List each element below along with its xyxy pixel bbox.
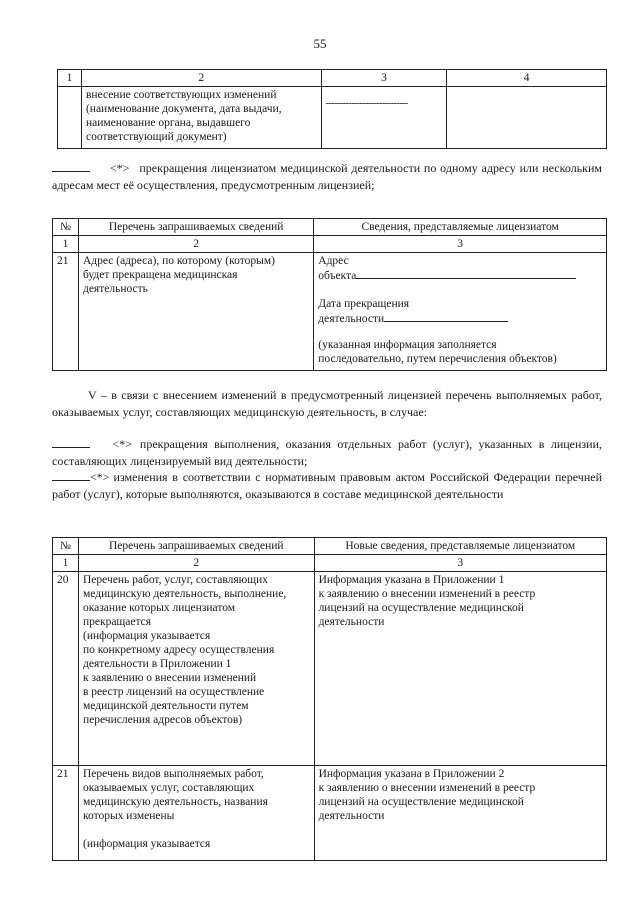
- header-provided-info: Сведения, представляемые лицензиатом: [314, 219, 607, 236]
- date-label: Дата прекращения: [318, 298, 410, 310]
- address-description: Адрес (адреса), по которому (которым) будет прекращена медицинская деятельность: [78, 253, 313, 371]
- col-number-2: 2: [78, 236, 313, 253]
- checkbox-blank-line: [52, 436, 90, 448]
- paragraph-text: прекращения лицензиатом медицинской деятельности по одному адресу или нескольким адресам мест её осуществления, предусмотренным лицензией;: [52, 161, 603, 192]
- object-input-line[interactable]: [356, 268, 576, 279]
- table-header-row: [53, 538, 607, 555]
- dashes-field: -----------------------------: [321, 87, 447, 149]
- checkbox-blank-line: [52, 160, 90, 172]
- paragraph-changes-legal-act: [52, 469, 602, 503]
- date-input-line[interactable]: [384, 311, 508, 322]
- row-number: 21: [53, 766, 79, 861]
- page-number: 55: [313, 36, 327, 51]
- table-row: [53, 253, 607, 371]
- header-number: №: [53, 219, 79, 236]
- col-number-1: 1: [53, 236, 79, 253]
- header-requested-info: Перечень запрашиваемых сведений: [78, 538, 314, 555]
- table-works-changes: [52, 537, 607, 861]
- col-number-3: 3: [314, 236, 607, 253]
- table-row: [53, 766, 607, 861]
- works-renamed-description: Перечень видов выполняемых работ, оказываемых услуг, составляющих медицинскую деятельность, названия которых изменены (информация указывается: [78, 766, 314, 861]
- col-number-2: 2: [78, 555, 314, 572]
- table-header-row: [58, 70, 607, 87]
- col-number-1: 1: [53, 555, 79, 572]
- works-renamed-info: Информация указана в Приложении 2 к заявлению о внесении изменений в реестр лицензий на осуществление медицинской деятельности: [314, 766, 606, 861]
- paragraph-text: прекращения выполнения, оказания отдельных работ (услуг), указанных в лицензии, составляющих лицензируемый вид деятельности;: [52, 437, 602, 468]
- row-number: 21: [53, 253, 79, 371]
- table-row: [53, 572, 607, 766]
- col-number-3: 3: [314, 555, 606, 572]
- table-continuation: [57, 69, 607, 149]
- table-header-row: [53, 219, 607, 236]
- footnote-marker: <*>: [112, 437, 132, 451]
- address-fields: [314, 253, 607, 371]
- table-numbering-row: [53, 555, 607, 572]
- header-requested-info: Перечень запрашиваемых сведений: [78, 219, 313, 236]
- col-number-2: 2: [81, 70, 321, 87]
- footnote-marker: <*>: [109, 161, 130, 175]
- table-cell: [447, 87, 607, 149]
- row-number: 20: [53, 572, 79, 766]
- works-terminated-info: Информация указана в Приложении 1 к заявлению о внесении изменений в реестр лицензий на осуществление медицинской деятельности: [314, 572, 606, 766]
- table-numbering-row: [53, 236, 607, 253]
- header-number: №: [53, 538, 79, 555]
- header-new-info: Новые сведения, представляемые лицензиатом: [314, 538, 606, 555]
- table-row: [58, 87, 607, 149]
- paragraph-text: изменения в соответствии с нормативным правовым актом Российской Федерации перечней работ (услуг), которые выполняются, оказываются в составе медицинской деятельности: [52, 470, 602, 501]
- col-number-1: 1: [58, 70, 82, 87]
- object-field: объекта: [318, 268, 602, 283]
- activity-field: деятельности: [318, 311, 602, 326]
- paragraph-termination-works: [52, 436, 602, 470]
- col-number-4: 4: [447, 70, 607, 87]
- paragraph-section-v: V – в связи с внесением изменений в предусмотренный лицензией перечень выполняемых работ, оказываемых услуг, составляющих медицинскую деятельность, в случае:: [52, 388, 602, 419]
- paragraph-termination-address: [52, 160, 602, 194]
- table-address-termination: [52, 218, 607, 371]
- changes-document-description: внесение соответствующих изменений (наименование документа, дата выдачи, наименование органа, выдавшего соответствующий документ): [81, 87, 321, 149]
- fill-note: (указанная информация заполняется последовательно, путем перечисления объектов): [318, 339, 557, 365]
- footnote-marker: <*>: [90, 470, 110, 484]
- table-cell: [58, 87, 82, 149]
- address-label: Адрес: [318, 255, 349, 267]
- checkbox-blank-line: [52, 469, 90, 481]
- col-number-3: 3: [321, 70, 447, 87]
- works-terminated-description: Перечень работ, услуг, составляющих медицинскую деятельность, выполнение, оказание которых лицензиатом прекращается (информация указывается по конкретному адресу осуществления деятельности в Приложении 1 к заявлению о внесении изменений в реестр лицензий на осуществление медицинской деятельности путем перечисления адресов объектов): [78, 572, 314, 766]
